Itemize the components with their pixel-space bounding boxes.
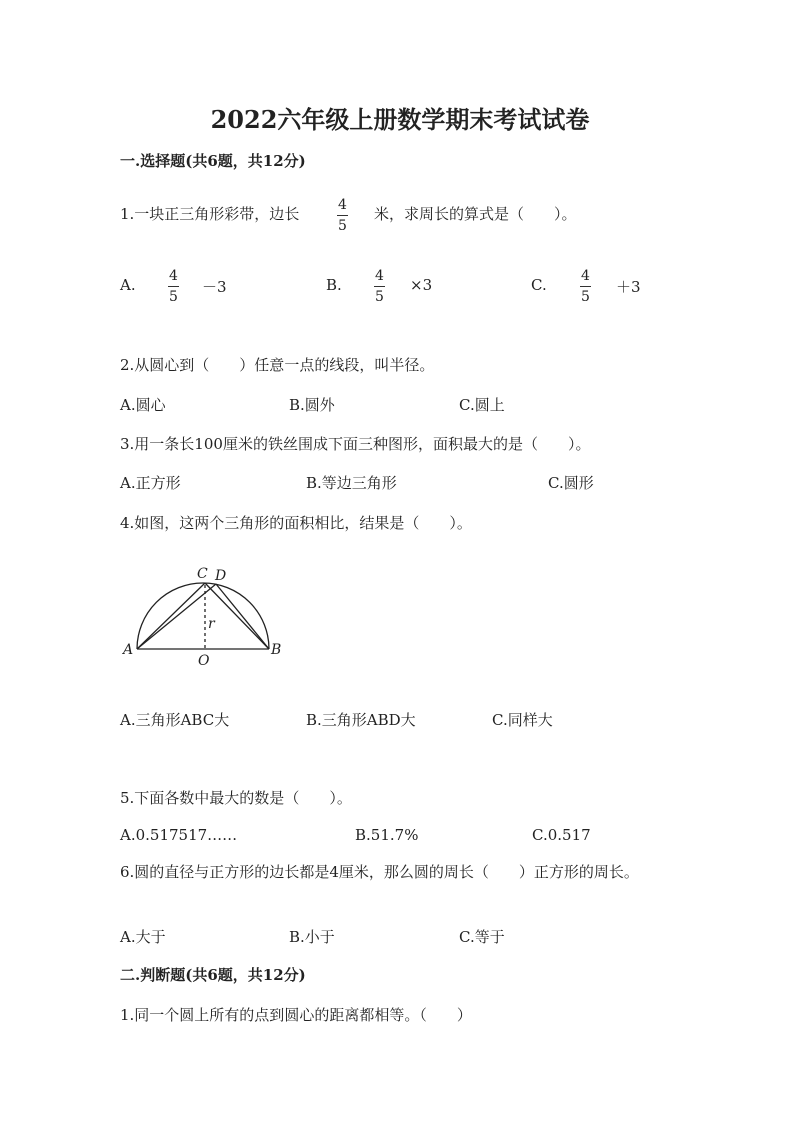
fraction-denominator: 5 bbox=[169, 289, 178, 305]
fraction-denominator: 5 bbox=[338, 218, 347, 234]
semicircle-triangles-figure bbox=[115, 560, 295, 670]
point-label-d: D bbox=[215, 568, 227, 584]
q1-option-b-fraction bbox=[373, 268, 386, 305]
fraction-numerator: 4 bbox=[169, 268, 178, 284]
fraction-bar bbox=[337, 215, 348, 216]
fraction-bar bbox=[168, 286, 179, 287]
q1-option-c-operator: ＋3 bbox=[616, 278, 641, 296]
q2-option-b: B.圆外 bbox=[289, 396, 335, 414]
question-1-text-after: 米，求周长的算式是（ ）。 bbox=[374, 205, 577, 223]
q3-option-a: A.正方形 bbox=[120, 474, 181, 492]
q1-option-a-operator: －3 bbox=[202, 278, 227, 296]
question-1-fraction bbox=[336, 197, 349, 234]
q4-option-a: A.三角形ABC大 bbox=[120, 711, 230, 729]
q2-option-c: C.圆上 bbox=[459, 396, 505, 414]
question-1-text-before: 1.一块正三角形彩带，边长 bbox=[120, 205, 300, 223]
section-heading-choice: 一.选择题(共6题，共12分) bbox=[120, 152, 306, 170]
segment-ad bbox=[137, 584, 216, 649]
q6-option-b: B.小于 bbox=[289, 928, 335, 946]
fraction-denominator: 5 bbox=[375, 289, 384, 305]
point-label-b: B bbox=[271, 642, 282, 658]
q4-option-c: C.同样大 bbox=[492, 711, 553, 729]
fraction-numerator: 4 bbox=[375, 268, 384, 284]
question-3-text: 3.用一条长100厘米的铁丝围成下面三种图形，面积最大的是（ ）。 bbox=[120, 435, 591, 453]
page-title: 2022六年级上册数学期末考试试卷 bbox=[210, 105, 590, 134]
fraction-numerator: 4 bbox=[581, 268, 590, 284]
q3-option-c: C.圆形 bbox=[548, 474, 594, 492]
radius-label-r: r bbox=[208, 616, 215, 632]
q2-option-a: A.圆心 bbox=[120, 396, 166, 414]
fraction-bar bbox=[374, 286, 385, 287]
q1-option-c-label: C. bbox=[531, 276, 547, 294]
segment-ac bbox=[137, 583, 205, 649]
point-label-c: C bbox=[197, 566, 208, 582]
q1-option-b-operator: ×3 bbox=[410, 276, 433, 294]
q1-option-a-fraction bbox=[167, 268, 180, 305]
q4-option-b: B.三角形ABD大 bbox=[306, 711, 416, 729]
point-label-o: O bbox=[198, 653, 210, 669]
q1-option-a-label: A. bbox=[120, 276, 136, 294]
question-2-text: 2.从圆心到（ ）任意一点的线段，叫半径。 bbox=[120, 356, 435, 374]
point-label-a: A bbox=[123, 642, 134, 658]
fraction-denominator: 5 bbox=[581, 289, 590, 305]
question-5-text: 5.下面各数中最大的数是（ ）。 bbox=[120, 789, 352, 807]
q5-option-a: A.0.517517…… bbox=[120, 826, 238, 844]
q5-option-b: B.51.7% bbox=[355, 826, 419, 844]
q6-option-c: C.等于 bbox=[459, 928, 505, 946]
q1-option-b-label: B. bbox=[326, 276, 342, 294]
fraction-numerator: 4 bbox=[338, 197, 347, 213]
semicircle-arc bbox=[137, 583, 269, 649]
fraction-bar bbox=[580, 286, 591, 287]
question-6-text: 6.圆的直径与正方形的边长都是4厘米，那么圆的周长（ ）正方形的周长。 bbox=[120, 863, 639, 881]
section-heading-judgment: 二.判断题(共6题，共12分) bbox=[120, 966, 306, 984]
q5-option-c: C.0.517 bbox=[532, 826, 591, 844]
judgment-1-text: 1.同一个圆上所有的点到圆心的距离都相等。（ ） bbox=[120, 1006, 472, 1024]
question-4-text: 4.如图，这两个三角形的面积相比，结果是（ ）。 bbox=[120, 514, 472, 532]
q6-option-a: A.大于 bbox=[120, 928, 166, 946]
q1-option-c-fraction bbox=[579, 268, 592, 305]
q3-option-b: B.等边三角形 bbox=[306, 474, 397, 492]
